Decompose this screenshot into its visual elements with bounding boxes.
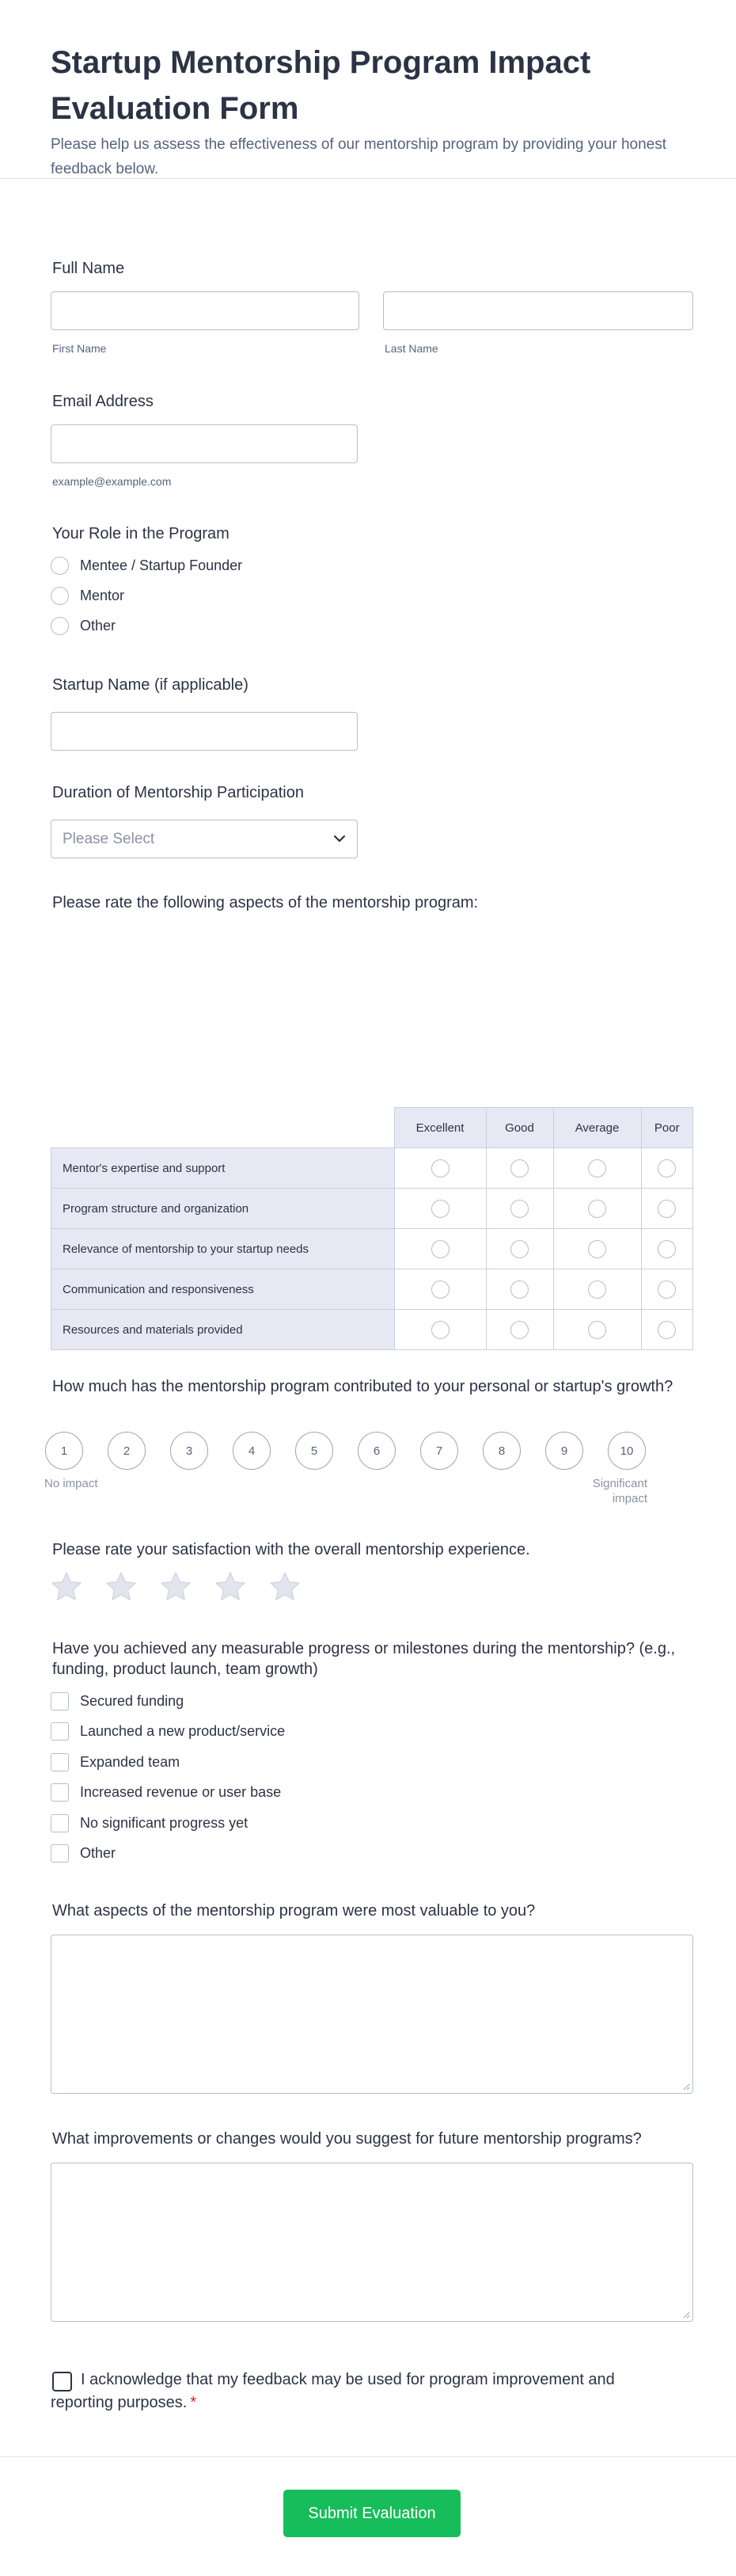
progress-option[interactable] bbox=[51, 1720, 285, 1742]
valuable-label: What aspects of the mentorship program were most valuable to you? bbox=[52, 1902, 536, 1920]
email-label: Email Address bbox=[52, 393, 154, 410]
matrix-radio[interactable] bbox=[510, 1280, 529, 1299]
role-option-mentor[interactable] bbox=[51, 584, 124, 607]
matrix-radio[interactable] bbox=[588, 1321, 606, 1339]
full-name-label: Full Name bbox=[52, 260, 125, 277]
progress-option[interactable] bbox=[51, 1781, 281, 1803]
scale-low-note: No impact bbox=[44, 1477, 98, 1490]
matrix-radio[interactable] bbox=[431, 1200, 450, 1218]
scale-option[interactable]: 5 bbox=[295, 1432, 333, 1470]
rating-matrix bbox=[51, 1107, 693, 1350]
first-name-sublabel: First Name bbox=[52, 342, 107, 355]
progress-option-label: Launched a new product/service bbox=[80, 1722, 286, 1739]
duration-placeholder: Please Select bbox=[63, 830, 155, 847]
matrix-radio[interactable] bbox=[588, 1200, 606, 1218]
scale-option[interactable]: 4 bbox=[233, 1432, 271, 1470]
progress-option-label: No significant progress yet bbox=[80, 1814, 248, 1831]
scale-high-note: Significant impact bbox=[592, 1477, 647, 1505]
scale-option[interactable]: 6 bbox=[358, 1432, 396, 1470]
matrix-col-header: Average bbox=[553, 1108, 641, 1148]
matrix-radio[interactable] bbox=[658, 1159, 676, 1178]
matrix-row bbox=[51, 1310, 693, 1350]
improvements-label: What improvements or changes would you suggest for future mentorship programs? bbox=[52, 2130, 642, 2148]
email-sublabel: example@example.com bbox=[52, 475, 172, 488]
matrix-radio[interactable] bbox=[431, 1159, 450, 1178]
role-option-other[interactable] bbox=[51, 615, 116, 637]
rating-label: Please rate your satisfaction with the overall mentorship experience. bbox=[52, 1541, 530, 1558]
star-icon[interactable] bbox=[267, 1570, 302, 1604]
progress-option[interactable] bbox=[51, 1842, 116, 1864]
progress-option[interactable] bbox=[51, 1690, 184, 1712]
matrix-radio[interactable] bbox=[431, 1321, 450, 1339]
radio-button[interactable] bbox=[51, 557, 69, 575]
progress-option[interactable] bbox=[51, 1751, 180, 1773]
form-title: Startup Mentorship Program Impact Evaluation Form bbox=[51, 45, 591, 126]
resize-grip-icon[interactable] bbox=[682, 2311, 690, 2319]
matrix-col-header: Excellent bbox=[394, 1108, 486, 1148]
role-label: Your Role in the Program bbox=[52, 525, 230, 542]
matrix-radio[interactable] bbox=[510, 1200, 529, 1218]
scale-label: How much has the mentorship program contributed to your personal or startup's growth? bbox=[52, 1378, 673, 1395]
checkbox[interactable] bbox=[51, 1814, 69, 1832]
scale-option[interactable]: 2 bbox=[108, 1432, 146, 1470]
duration-select[interactable] bbox=[51, 820, 358, 858]
progress-option-label: Other bbox=[80, 1844, 116, 1861]
scale-option[interactable]: 3 bbox=[170, 1432, 208, 1470]
valuable-textarea[interactable] bbox=[51, 1935, 693, 2094]
matrix-radio[interactable] bbox=[588, 1159, 606, 1178]
matrix-radio[interactable] bbox=[588, 1240, 606, 1258]
scale-option[interactable]: 7 bbox=[420, 1432, 458, 1470]
progress-label: Have you achieved any measurable progress or milestones during the mentorship? (e.g., funding, product launch, team growth) bbox=[52, 1640, 676, 1678]
scale-option[interactable]: 10 bbox=[608, 1432, 646, 1470]
star-icon[interactable] bbox=[158, 1570, 193, 1604]
scale-option[interactable]: 1 bbox=[45, 1432, 83, 1470]
chevron-down-icon bbox=[330, 829, 349, 848]
matrix-radio[interactable] bbox=[658, 1280, 676, 1299]
radio-button[interactable] bbox=[51, 617, 69, 635]
checkbox[interactable] bbox=[51, 1722, 69, 1741]
role-option-label: Other bbox=[80, 617, 116, 634]
matrix-row-label: Resources and materials provided bbox=[51, 1310, 395, 1350]
checkbox[interactable] bbox=[51, 1753, 69, 1771]
radio-button[interactable] bbox=[51, 587, 69, 605]
matrix-row-label: Communication and responsiveness bbox=[51, 1269, 395, 1310]
matrix-row-label: Program structure and organization bbox=[51, 1189, 395, 1229]
last-name-input[interactable] bbox=[383, 291, 693, 330]
matrix-row-label: Mentor's expertise and support bbox=[51, 1148, 395, 1189]
role-option-mentee[interactable] bbox=[51, 554, 242, 576]
form-header bbox=[0, 0, 736, 179]
form-subtitle: Please help us assess the effectiveness of our mentorship program by providing your honest feedback below. bbox=[51, 136, 667, 177]
matrix-radio[interactable] bbox=[510, 1240, 529, 1258]
matrix-row-label: Relevance of mentorship to your startup needs bbox=[51, 1229, 395, 1269]
matrix-radio[interactable] bbox=[658, 1200, 676, 1218]
startup-name-input[interactable] bbox=[51, 712, 358, 751]
required-mark: * bbox=[190, 2394, 197, 2411]
acknowledge-label: I acknowledge that my feedback may be used for program improvement and reporting purposes. bbox=[51, 2371, 615, 2411]
resize-grip-icon[interactable] bbox=[682, 2083, 690, 2091]
matrix-col-header: Good bbox=[486, 1108, 553, 1148]
startup-name-label: Startup Name (if applicable) bbox=[52, 676, 248, 694]
matrix-label: Please rate the following aspects of the mentorship program: bbox=[52, 894, 479, 911]
matrix-corner bbox=[51, 1108, 395, 1148]
email-input[interactable] bbox=[51, 424, 358, 463]
role-option-label: Mentor bbox=[80, 587, 125, 603]
progress-option[interactable] bbox=[51, 1812, 248, 1834]
progress-option-label: Secured funding bbox=[80, 1692, 184, 1709]
checkbox[interactable] bbox=[51, 1783, 69, 1802]
matrix-row bbox=[51, 1148, 693, 1189]
progress-option-label: Increased revenue or user base bbox=[80, 1783, 282, 1800]
matrix-radio[interactable] bbox=[510, 1321, 529, 1339]
scale-option[interactable]: 9 bbox=[545, 1432, 583, 1470]
role-option-label: Mentee / Startup Founder bbox=[80, 557, 243, 573]
first-name-input[interactable] bbox=[51, 291, 359, 330]
form-footer bbox=[0, 2456, 736, 2576]
acknowledge-text bbox=[51, 2369, 652, 2414]
checkbox[interactable] bbox=[51, 1844, 69, 1863]
improvements-textarea[interactable] bbox=[51, 2163, 693, 2322]
matrix-row bbox=[51, 1229, 693, 1269]
matrix-row bbox=[51, 1189, 693, 1229]
matrix-radio[interactable] bbox=[658, 1240, 676, 1258]
matrix-radio[interactable] bbox=[588, 1280, 606, 1299]
progress-option-label: Expanded team bbox=[80, 1753, 180, 1770]
submit-button[interactable]: Submit Evaluation bbox=[283, 2490, 461, 2537]
star-icon[interactable] bbox=[49, 1570, 84, 1604]
duration-label: Duration of Mentorship Participation bbox=[52, 784, 304, 801]
matrix-radio[interactable] bbox=[510, 1159, 529, 1178]
star-icon[interactable] bbox=[104, 1570, 138, 1604]
scale-option[interactable]: 8 bbox=[483, 1432, 521, 1470]
last-name-sublabel: Last Name bbox=[385, 342, 438, 355]
matrix-radio[interactable] bbox=[431, 1280, 450, 1299]
checkbox[interactable] bbox=[51, 1692, 69, 1710]
matrix-col-header: Poor bbox=[641, 1108, 693, 1148]
matrix-row bbox=[51, 1269, 693, 1310]
matrix-radio[interactable] bbox=[658, 1321, 676, 1339]
matrix-radio[interactable] bbox=[431, 1240, 450, 1258]
star-icon[interactable] bbox=[213, 1570, 248, 1604]
